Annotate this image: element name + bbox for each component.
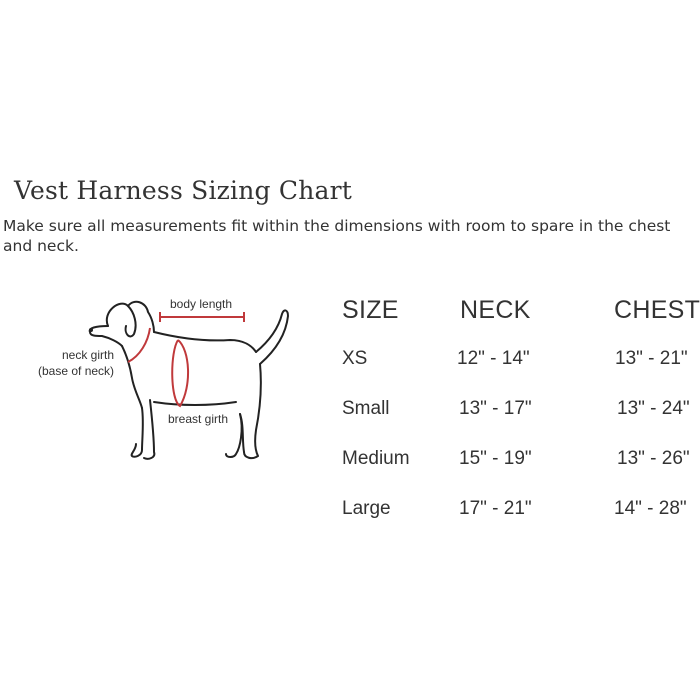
size-column-header: SIZE (342, 296, 399, 324)
breast-girth-loop (172, 340, 188, 406)
chest-column-header: CHEST (614, 296, 700, 324)
page-subtitle: Make sure all measurements fit within the dimensions with room to spare in the chest and neck. (3, 217, 671, 255)
neck-girth-label: neck girth (62, 348, 115, 362)
dog-illustration (30, 290, 310, 480)
page-title: Vest Harness Sizing Chart (14, 176, 353, 205)
size-cell: Large (342, 498, 391, 519)
breast-girth-label: breast girth (168, 412, 229, 426)
neck-cell: 12" - 14" (457, 348, 530, 369)
neck-cell: 17" - 21" (459, 498, 532, 519)
neck-cell: 15" - 19" (459, 448, 532, 469)
chest-cell: 14" - 28" (614, 498, 687, 519)
neck-girth-note: (base of neck) (38, 364, 115, 378)
size-cell: Small (342, 398, 390, 419)
neck-cell: 13" - 17" (459, 398, 532, 419)
body-length-label: body length (170, 297, 233, 311)
chest-cell: 13" - 26" (617, 448, 690, 469)
size-cell: XS (342, 348, 368, 369)
neck-column-header: NECK (460, 296, 531, 324)
chest-cell: 13" - 24" (617, 398, 690, 419)
chest-cell: 13" - 21" (615, 348, 688, 369)
dog-measurement-diagram (30, 290, 310, 480)
measurement-lines (128, 312, 244, 406)
neck-girth-line (128, 328, 150, 362)
size-cell: Medium (342, 448, 410, 469)
